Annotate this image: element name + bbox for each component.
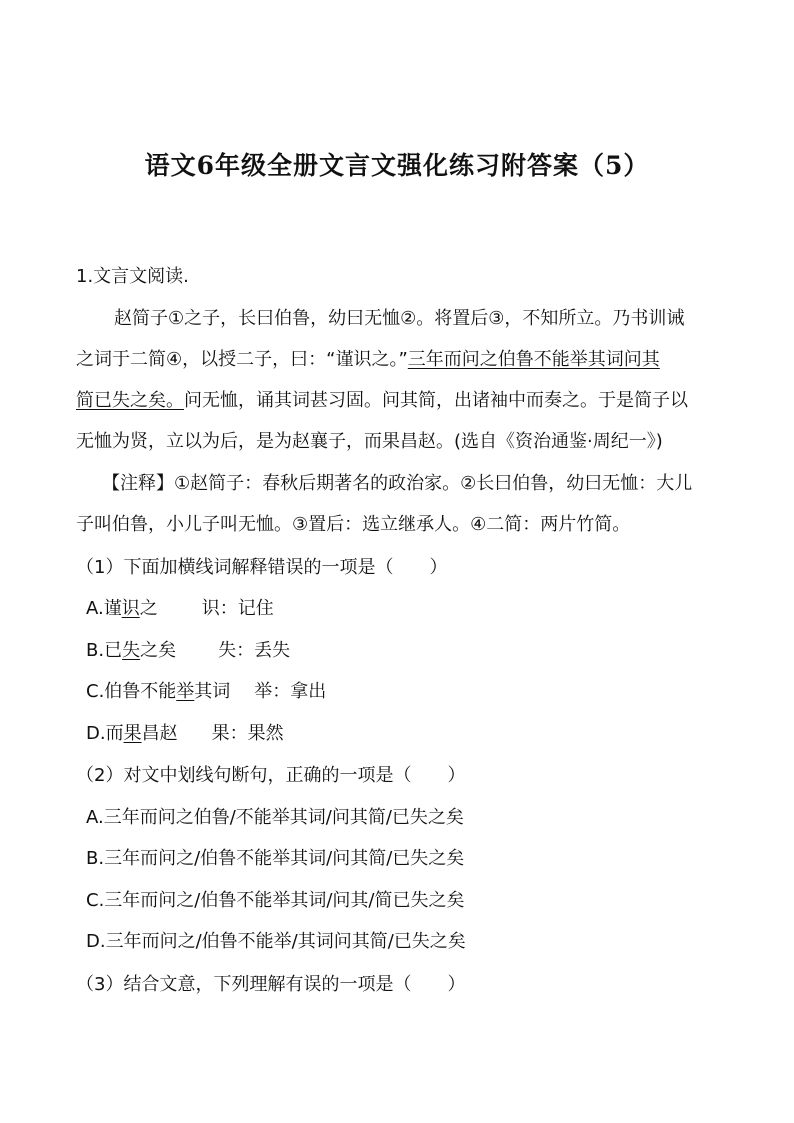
q2-stem: （2）对文中划线句断句，正确的一项是（ ）: [76, 765, 466, 786]
option-text: 昌赵: [141, 723, 178, 744]
option-meaning: 举：拿出: [254, 681, 327, 702]
page-title: 语文6年级全册文言文强化练习附答案（5）: [144, 151, 650, 180]
notes-line-1: 【注释】①赵简子：春秋后期著名的政治家。②长曰伯鲁，幼曰无恤：大儿: [102, 473, 693, 494]
option-text: 已: [104, 640, 123, 661]
underlined-word: 举: [176, 681, 195, 702]
option-text: 之: [139, 598, 158, 619]
underlined-sentence: 三年而问之伯鲁不能举其词问其: [407, 349, 660, 370]
option-letter: D.: [86, 723, 106, 744]
q2-option-a: A.三年而问之伯鲁/不能举其词/问其简/已失之矣: [86, 807, 464, 828]
option-text: 谨: [103, 598, 122, 619]
underlined-word: 果: [123, 723, 142, 744]
passage-line-2: [76, 348, 660, 372]
option-text: 伯鲁不能: [104, 681, 177, 702]
q2-option-c: C.三年而问之/伯鲁不能举其词/问其/简已失之矣: [86, 890, 465, 911]
option-meaning: 失：丢失: [218, 640, 291, 661]
option-text: 而: [105, 723, 124, 744]
passage-text: 问无恤，诵其词甚习固。问其简，出诸袖中而奏之。于是简子以: [184, 390, 688, 411]
passage-line-3: [76, 389, 688, 413]
underlined-word: 失: [122, 640, 141, 661]
underlined-sentence: 简已失之矣。: [76, 390, 184, 411]
q1-option-c: [86, 680, 326, 704]
q1-option-b: [86, 639, 290, 663]
option-letter: B.: [86, 640, 105, 661]
q3-stem: （3）结合文意，下列理解有误的一项是（ ）: [76, 974, 466, 995]
q1-option-d: [86, 722, 284, 746]
q1-option-a: [86, 597, 274, 621]
passage-line-1: 赵简子①之子，长曰伯鲁，幼曰无恤②。将置后③，不知所立。乃书训诫: [114, 308, 685, 329]
option-text: 之矣: [140, 640, 177, 661]
underlined-word: 识: [121, 598, 140, 619]
q2-option-d: D.三年而问之/伯鲁不能举/其词问其简/已失之矣: [86, 931, 466, 952]
passage-text: 之词于二简④，以授二子，曰：“谨识之。”: [76, 349, 408, 370]
q1-stem: （1）下面加横线词解释错误的一项是（ ）: [76, 557, 448, 578]
option-text: 其词: [194, 681, 231, 702]
option-meaning: 识：记住: [201, 598, 274, 619]
option-letter: C.: [86, 681, 105, 702]
q2-option-b: B.三年而问之/伯鲁不能举其词/问其简/已失之矣: [86, 848, 465, 869]
notes-line-2: 子叫伯鲁，小儿子叫无恤。③置后：选立继承人。④二简：两片竹简。: [76, 514, 631, 535]
option-letter: A.: [86, 598, 104, 619]
option-meaning: 果：果然: [211, 723, 284, 744]
passage-line-4: 无恤为贤，立以为后，是为赵襄子，而果昌赵。(选自《资治通鉴·周纪一》): [76, 431, 663, 452]
question-heading: 1.文言文阅读.: [76, 266, 189, 287]
